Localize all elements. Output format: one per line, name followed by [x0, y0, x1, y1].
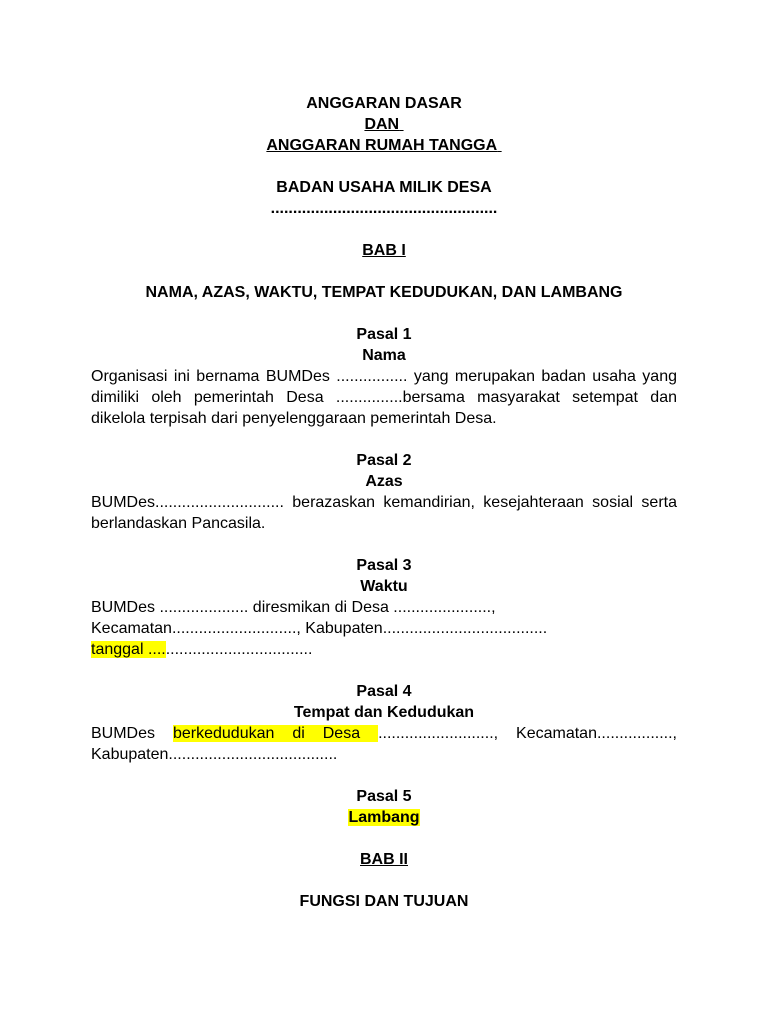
pasal5-title — [91, 807, 677, 828]
org-name: BADAN USAHA MILIK DESA — [276, 179, 492, 196]
pasal4-line1 — [91, 723, 677, 744]
bab1-title: NAMA, AZAS, WAKTU, TEMPAT KEDUDUKAN, DAN LAMBANG — [145, 284, 623, 301]
pasal3-title: Waktu — [360, 578, 408, 595]
title-anggaran-dasar: ANGGARAN DASAR — [306, 95, 462, 112]
pasal3-line3 — [91, 639, 677, 660]
title-dan-text: DAN — [364, 116, 400, 133]
pasal1-title: Nama — [362, 347, 406, 364]
pasal4-line2: Kabupaten...................................... — [91, 746, 338, 763]
pasal1-label: Pasal 1 — [356, 326, 412, 343]
document-body — [91, 93, 677, 912]
pasal3-highlight: tanggal .... — [91, 641, 166, 658]
pasal3-label: Pasal 3 — [356, 557, 412, 574]
bab2-title: FUNGSI DAN TUJUAN — [299, 893, 469, 910]
pasal4-prefix: BUMDes — [91, 725, 173, 742]
pasal4-title: Tempat dan Kedudukan — [293, 704, 475, 721]
pasal3-line1: BUMDes .................... diresmikan di Desa ......................, — [91, 599, 496, 616]
pasal3-line2: Kecamatan............................, Kabupaten..................................... — [91, 620, 548, 637]
title-dan — [91, 114, 677, 135]
pasal4-label: Pasal 4 — [356, 683, 412, 700]
pasal2-label: Pasal 2 — [356, 452, 412, 469]
pasal4-rest: .........................., Kecamatan................., — [378, 725, 677, 742]
pasal3-line3-rest: ................................. — [165, 641, 313, 658]
org-blank: ................................................... — [270, 200, 498, 217]
pasal4-highlight: berkedudukan di Desa — [172, 725, 379, 742]
pasal2-title: Azas — [365, 473, 403, 490]
pasal1-text: Organisasi ini bernama BUMDes ................ yang merupakan badan usaha yang dimiliki oleh pemerintah Desa ...............bersama masyarakat setempat dan dikelola terpisah dari penyelenggaraan pemerintah Desa. — [91, 368, 677, 427]
title-art-text: ANGGARAN RUMAH TANGGA — [266, 137, 498, 154]
title-anggaran-rumah-tangga — [91, 135, 677, 156]
pasal5-label: Pasal 5 — [356, 788, 412, 805]
pasal5-title-text: Lambang — [348, 809, 420, 826]
bab2-label-text: BAB II — [360, 851, 408, 868]
bab2-label — [91, 849, 677, 870]
bab1-label — [91, 240, 677, 261]
pasal2-text: BUMDes............................. berazaskan kemandirian, kesejahteraan sosial serta berlandaskan Pancasila. — [91, 494, 677, 532]
bab1-label-text: BAB I — [362, 242, 406, 259]
